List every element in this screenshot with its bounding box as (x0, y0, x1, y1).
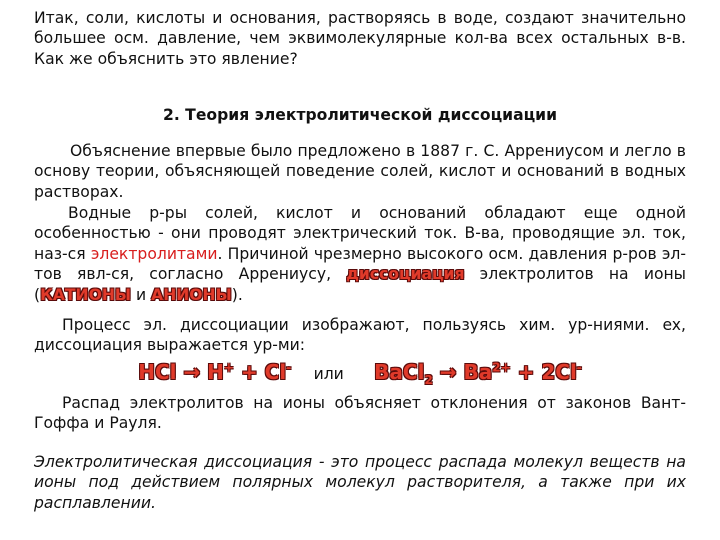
ba-charge: 2+ (492, 360, 511, 375)
conductivity-text-3: электролитов на ионы ( (34, 265, 686, 304)
h-ion: H (207, 360, 224, 384)
process-paragraph: Процесс эл. диссоциации изображают, пользуясь хим. ур-ниями. ex, диссоциация выражается ур-ми: (34, 316, 686, 355)
electrolytes-term: электролитами (90, 244, 218, 263)
plus-2: + (510, 360, 542, 384)
explanation-paragraph: Объяснение впервые было предложено в 1887 г. С. Аррениусом и легло в основу теории, объясняющей поведение солей, кислот и оснований в водных растворах. (34, 142, 686, 201)
ba-ion: Ba (463, 360, 493, 384)
conductivity-text-2: . Причиной чрезмерно высокого осм. давления р-ров эл-тов явл-ся, согласно Аррениусу, (34, 244, 686, 284)
h-charge: + (223, 360, 234, 375)
hcl-equation (138, 360, 291, 384)
bacl2-equation (374, 360, 582, 387)
dissociation-equations (0, 360, 720, 387)
definition-paragraph: Электролитическая диссоциация - это процесс распада молекул веществ на ионы под действием полярных молекул растворителя, а также при их расплавлении. (34, 453, 686, 512)
two-cl-ion: 2Cl (541, 360, 577, 384)
cl-ion: Cl (264, 360, 287, 384)
plus-1: + (233, 360, 265, 384)
and-word: и (131, 285, 152, 304)
bacl-formula: BaCl (374, 360, 425, 384)
arrow-2: → (432, 360, 464, 384)
cations-term: КАТИОНЫ (40, 285, 132, 304)
bacl-subscript: 2 (424, 373, 433, 387)
laws-paragraph: Распад электролитов на ионы объясняет отклонения от законов Вант-Гоффа и Рауля. (34, 394, 686, 433)
dissociation-term: диссоциация (346, 265, 465, 284)
anions-term: АНИОНЫ (151, 285, 232, 304)
intro-paragraph: Итак, соли, кислоты и основания, растворяясь в воде, создают значительно большее осм. давление, чем эквимолекулярные кол-ва всех остальных в-в. Как же объяснить это явление? (34, 9, 686, 68)
two-cl-charge: - (576, 360, 582, 375)
conductivity-text-4: ). (231, 285, 243, 304)
conductivity-text-1: Водные р-ры солей, кислот и оснований обладают еще одной особенностью - они проводят электрический ток. В-ва, проводящие эл. ток, наз-ся (34, 204, 686, 263)
section-heading: 2. Теория электролитической диссоциации (162, 106, 558, 124)
conductivity-paragraph (34, 203, 686, 305)
arrow-1: → (176, 360, 208, 384)
or-word: или (313, 365, 344, 383)
cl-charge: - (286, 360, 292, 375)
hcl-formula: HCl (138, 360, 177, 384)
